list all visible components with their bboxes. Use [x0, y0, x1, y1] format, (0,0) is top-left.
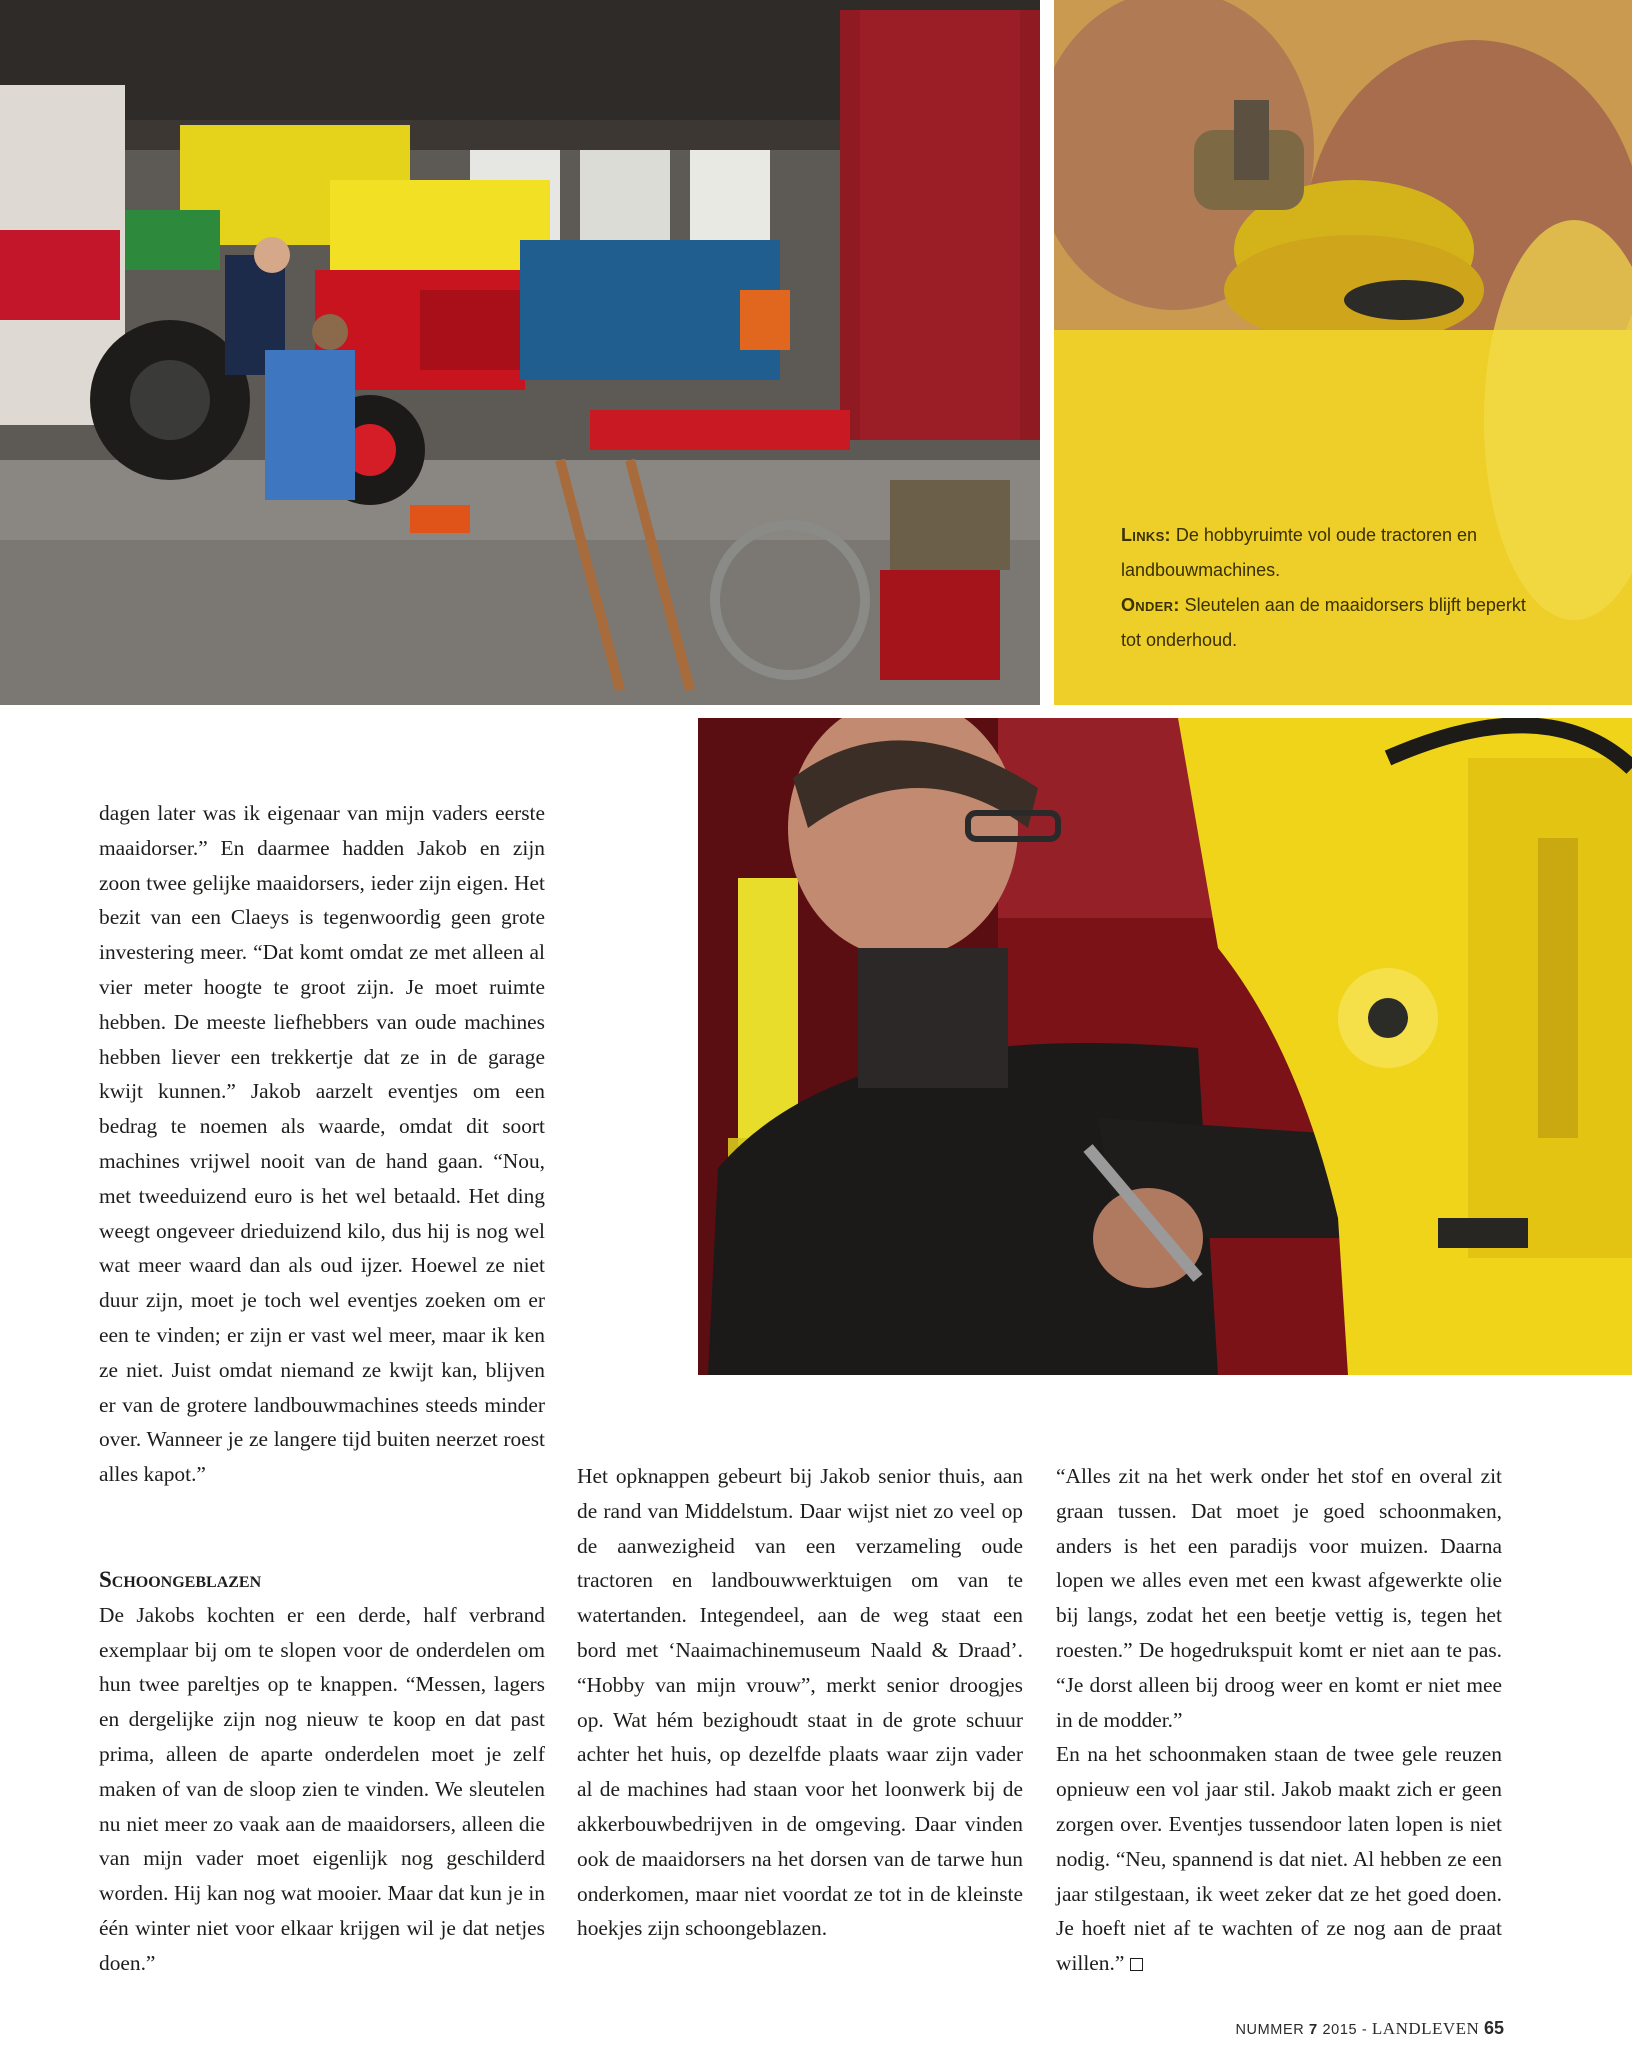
article-column-3: [1056, 1459, 1502, 1981]
footer-separator: -: [1361, 2022, 1368, 2038]
photo-caption: [1121, 518, 1541, 658]
end-of-article-icon: [1130, 1958, 1143, 1971]
caption-label-below: Onder:: [1121, 595, 1180, 615]
caption-below: [1121, 588, 1541, 658]
footer-year: 2015: [1322, 2022, 1358, 2038]
article-paragraph: dagen later was ik eigenaar van mijn vaders eerste maaidorser.” En daarmee hadden Jakob en zijn zoon twee gelijke maaidorsers, ieder zijn eigen. Het bezit van een Claeys is tegenwoordig geen grote investering meer. “Dat komt omdat ze met alleen al vier meter hoogte te groot zijn. Je moet ruimte hebben. De meeste liefhebbers van oude machines hebben liever een trekkertje dat ze in de garage kwijt kunnen.” Jakob aarzelt eventjes om een bedrag te noemen als waarde, omdat dit soort machines vrijwel nooit van de hand gaan. “Nou, met tweeduizend euro is het wel betaald. Het ding weegt ongeveer drieduizend kilo, dus hij is nog wel wat meer waard dan als oud ijzer. Hoewel ze niet duur zijn, moet je toch wel eventjes zoeken om er een te vinden; er zijn er vast wel meer, maar ik ken ze niet. Juist omdat niemand ze kwijt kan, blijven er van de grotere landbouwmachines steeds minder over. Wanneer je ze langere tijd buiten neerzet roest alles kapot.”: [99, 801, 545, 1487]
footer-issue-prefix: NUMMER: [1235, 2022, 1305, 2038]
article-column-1-top: [99, 796, 545, 1492]
article-paragraph: Het opknappen gebeurt bij Jakob senior thuis, aan de rand van Middelstum. Daar wijst niet zo veel op de aanwezigheid van een verzameling oude tractoren en landbouwwerktuigen om van te watertanden. Integendeel, aan de weg staat een bord met ‘Naaimachinemuseum Naald & Draad’. “Hobby van mijn vrouw”, merkt senior droogjes op. Wat hém bezighoudt staat in de grote schuur achter het huis, op dezelfde plaats waar zijn vader al de machines had staan voor het loonwerk bij de akkerbouwbedrijven in de omgeving. Daar vinden ook de maaidorsers na het dorsen van de tarwe hun onderkomen, maar niet voordat ze tot in de kleinste hoekjes zijn schoongeblazen.: [577, 1464, 1023, 1941]
caption-text-below: Sleutelen aan de maaidorsers blijft beperkt tot onderhoud.: [1121, 595, 1526, 650]
article-column-1-bottom: [99, 1563, 545, 1981]
page-footer: [1235, 2018, 1504, 2039]
footer-magazine: LANDLEVEN: [1371, 2019, 1480, 2038]
caption-left: [1121, 518, 1541, 588]
article-paragraph: “Alles zit na het werk onder het stof en overal zit graan tussen. Dat moet je goed schoonmaken, anders is het een paradijs voor muizen. Daarna lopen we alles even met een kwast afgewerkte olie bij langs, zodat het een beetje vettig is, tegen het roesten.” De hogedrukspuit komt er niet aan te pas. “Je dorst alleen bij droog weer en komt er niet mee in de modder.”: [1056, 1464, 1502, 1732]
article-paragraph: De Jakobs kochten er een derde, half verbrand exemplaar bij om te slopen voor de onderdelen om hun twee pareltjes op te knappen. “Messen, lagers en dergelijke zijn nog nieuw te koop en dat past prima, alleen de aparte onderdelen moet je zelf maken of van de sloop zien te vinden. We sleutelen nu niet meer zo vaak aan de maaidorsers, alleen die van mijn vader moet eigenlijk nog geschilderd worden. Hij kan nog wat mooier. Maar dat kun je in één winter niet voor elkaar krijgen wil je dat netjes doen.”: [99, 1602, 545, 1975]
caption-text-left: De hobbyruimte vol oude tractoren en landbouwmachines.: [1121, 525, 1478, 580]
footer-page-number: 65: [1483, 2018, 1504, 2038]
photo-mechanic: [698, 718, 1632, 1375]
caption-label-left: Links:: [1121, 525, 1171, 545]
article-final-text: En na het schoonmaken staan de twee gele reuzen opnieuw een vol jaar stil. Jakob maakt zich er geen zorgen over. Eventjes tussendoor laten lopen is niet nodig. “Neu, spannend is dat niet. Al hebben ze een jaar stilgestaan, ik weet zeker dat ze het goed doen. Je hoeft niet af te wachten of ze nog aan de praat willen.”: [1056, 1742, 1502, 1976]
footer-issue-number: 7: [1308, 2021, 1318, 2038]
section-subheading: Schoongeblazen: [99, 1567, 262, 1592]
article-paragraph-final: [1056, 1737, 1502, 1981]
article-column-2: [577, 1459, 1023, 1946]
photo-garage: [0, 0, 1040, 705]
